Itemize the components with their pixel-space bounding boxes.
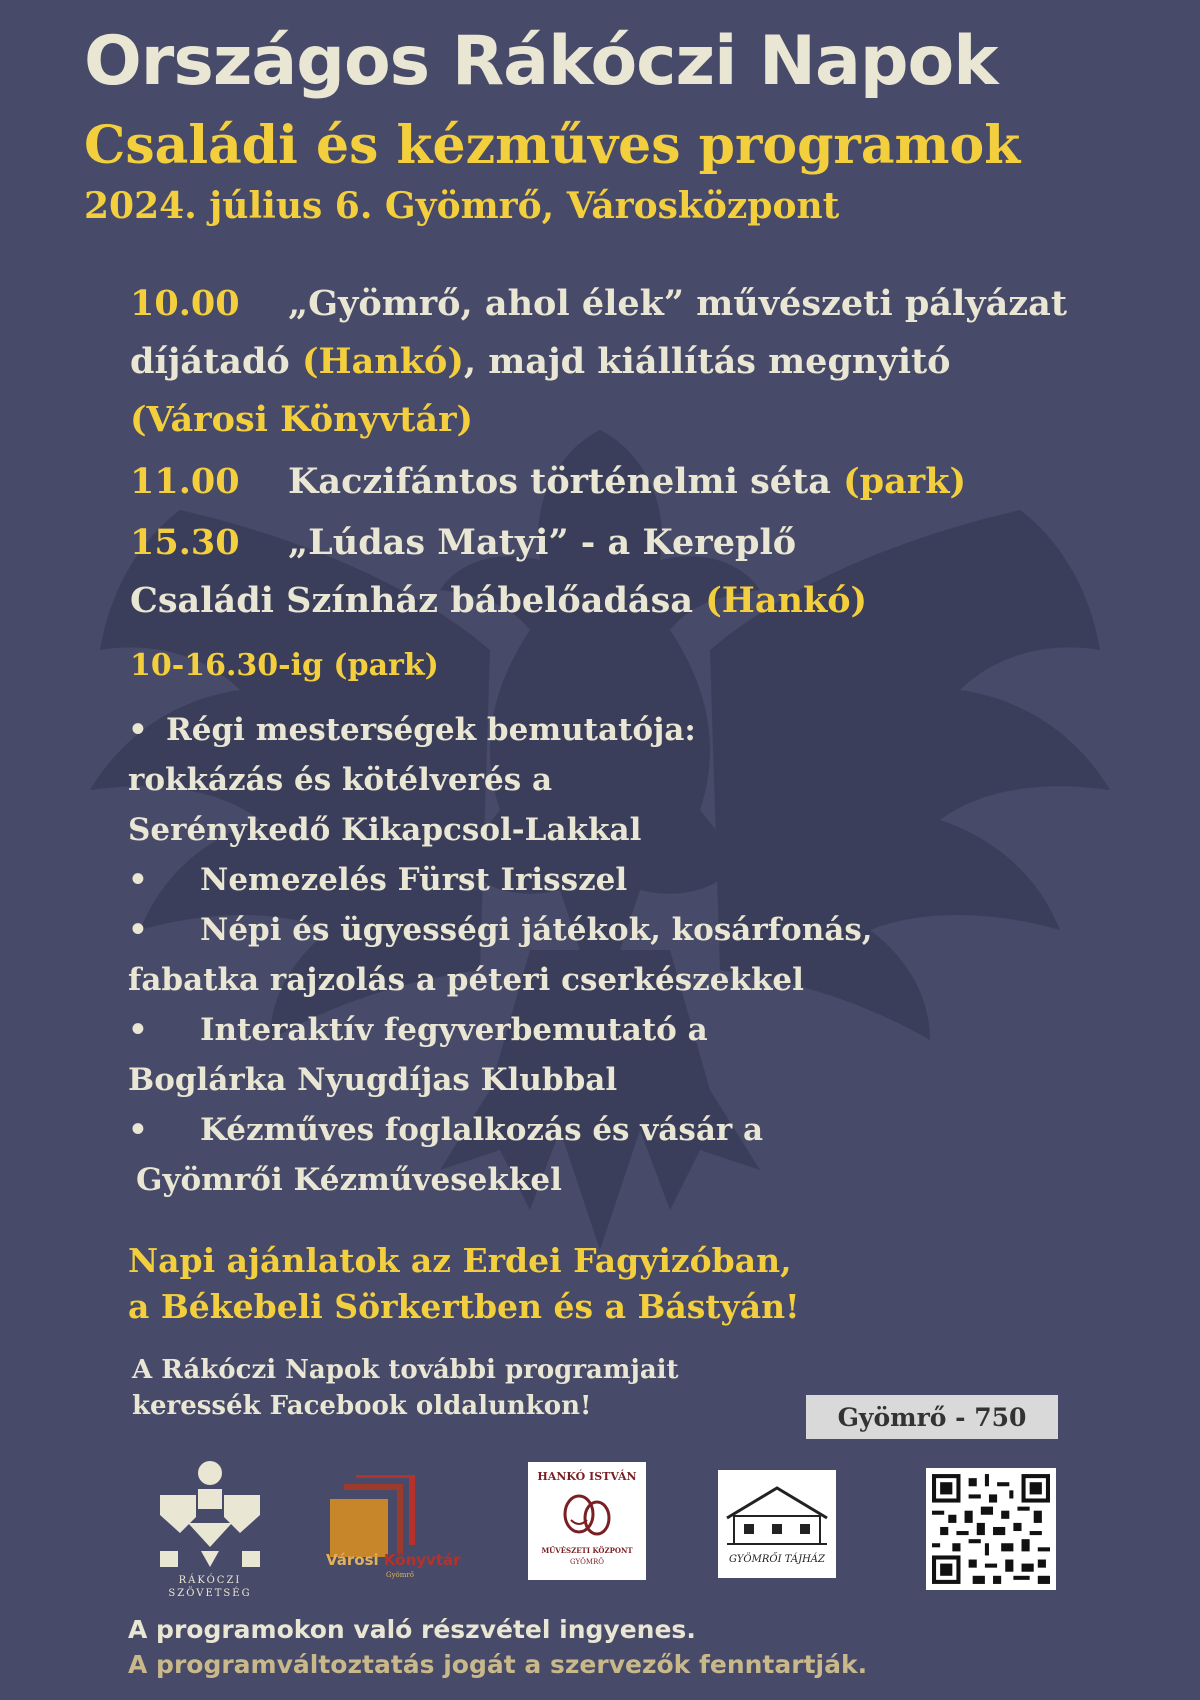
list-item-text: Népi és ügyességi játékok, kosárfonás,	[200, 912, 873, 948]
bullet-icon: •	[128, 1012, 148, 1048]
logo-text: MŰVÉSZETI KÖZPONT	[541, 1546, 633, 1555]
hanko-istvan-logo	[528, 1462, 646, 1580]
rakoczi-szovetseg-logo	[150, 1455, 270, 1600]
program-time: 11.00	[130, 461, 240, 502]
list-item-text: Régi mesterségek bemutatója:	[166, 712, 696, 748]
logo-text: Gyömrő	[386, 1571, 414, 1579]
free-entry-note: A programokon való részvétel ingyenes.	[128, 1615, 696, 1644]
logo-text: HANKÓ ISTVÁN	[537, 1470, 637, 1483]
page-title: Országos Rákóczi Napok	[84, 22, 998, 101]
bullet-icon: •	[128, 912, 148, 948]
qr-code[interactable]	[926, 1468, 1056, 1590]
varosi-konyvtar-logo	[322, 1475, 482, 1585]
activity-list	[128, 705, 873, 1205]
program-location: (Hankó)	[301, 341, 464, 382]
logo-text: Városi	[326, 1551, 379, 1569]
program-time: 15.30	[130, 522, 240, 563]
program-title: „Gyömrő, ahol élek” művészeti pályázat	[288, 283, 1068, 324]
info-line: A Rákóczi Napok további programjait	[132, 1355, 679, 1385]
list-item-text: Serénykedő Kikapcsol-Lakkal	[128, 812, 642, 848]
bullet-icon: •	[128, 862, 148, 898]
logo-text: GYÖMRŐI TÁJHÁZ	[729, 1554, 825, 1565]
bullet-icon: •	[128, 712, 148, 748]
program-item-1	[130, 275, 1067, 449]
logo-text: Könyvtár	[383, 1551, 461, 1569]
offers-line: a Békebeli Sörkertben és a Bástyán!	[128, 1287, 800, 1326]
logo-text: GYÖMRŐ	[569, 1558, 604, 1566]
daily-offers	[128, 1238, 800, 1330]
list-item-text: Nemezelés Fürst Irisszel	[200, 862, 628, 898]
list-item-text: rokkázás és kötélverés a	[128, 762, 553, 798]
gyomroi-tajhaz-logo	[718, 1470, 836, 1578]
qr-code-icon	[932, 1474, 1050, 1584]
theatre-masks-icon	[557, 1490, 617, 1542]
park-section-header: 10-16.30-ig (park)	[130, 648, 439, 683]
program-location: (park)	[843, 461, 967, 502]
event-date-location: 2024. július 6. Gyömrő, Városközpont	[84, 185, 840, 227]
logo-text: SZÖVETSÉG	[168, 1588, 252, 1599]
list-item	[128, 905, 873, 955]
bullet-icon: •	[128, 1112, 148, 1148]
anniversary-badge: Gyömrő - 750	[806, 1395, 1058, 1439]
list-item-text: fabatka rajzolás a péteri cserkészekkel	[128, 962, 804, 998]
program-text: , majd kiállítás megnyitó	[463, 341, 951, 382]
list-item-text: Gyömrői Kézművesekkel	[136, 1162, 562, 1198]
program-location: (Városi Könyvtár)	[130, 399, 474, 440]
program-title: Kaczifántos történelmi séta	[288, 461, 844, 502]
info-line: keressék Facebook oldalunkon!	[132, 1391, 592, 1421]
program-title: „Lúdas Matyi” - a Kereplő	[288, 522, 797, 563]
list-item	[128, 1005, 873, 1055]
list-item-text: Kézműves foglalkozás és vásár a	[200, 1112, 764, 1148]
program-item-2	[130, 453, 966, 511]
facebook-info	[132, 1352, 679, 1424]
list-item-text: Boglárka Nyugdíjas Klubbal	[128, 1062, 618, 1098]
list-item	[128, 705, 873, 755]
offers-line: Napi ajánlatok az Erdei Fagyizóban,	[128, 1241, 792, 1280]
page-subtitle: Családi és kézműves programok	[84, 115, 1021, 176]
program-text: Családi Színház bábelőadása	[130, 580, 706, 621]
list-item-text: Interaktív fegyverbemutató a	[200, 1012, 708, 1048]
house-icon	[722, 1478, 832, 1548]
logo-text: RÁKÓCZI	[178, 1575, 242, 1586]
program-text: díjátadó	[130, 341, 302, 382]
list-item	[128, 1105, 873, 1155]
program-time: 10.00	[130, 283, 240, 324]
program-item-3	[130, 514, 867, 630]
rakoczi-emblem-icon	[150, 1455, 270, 1570]
list-item	[128, 855, 873, 905]
program-location: (Hankó)	[705, 580, 868, 621]
changes-disclaimer: A programváltoztatás jogát a szervezők fenntartják.	[128, 1650, 868, 1679]
